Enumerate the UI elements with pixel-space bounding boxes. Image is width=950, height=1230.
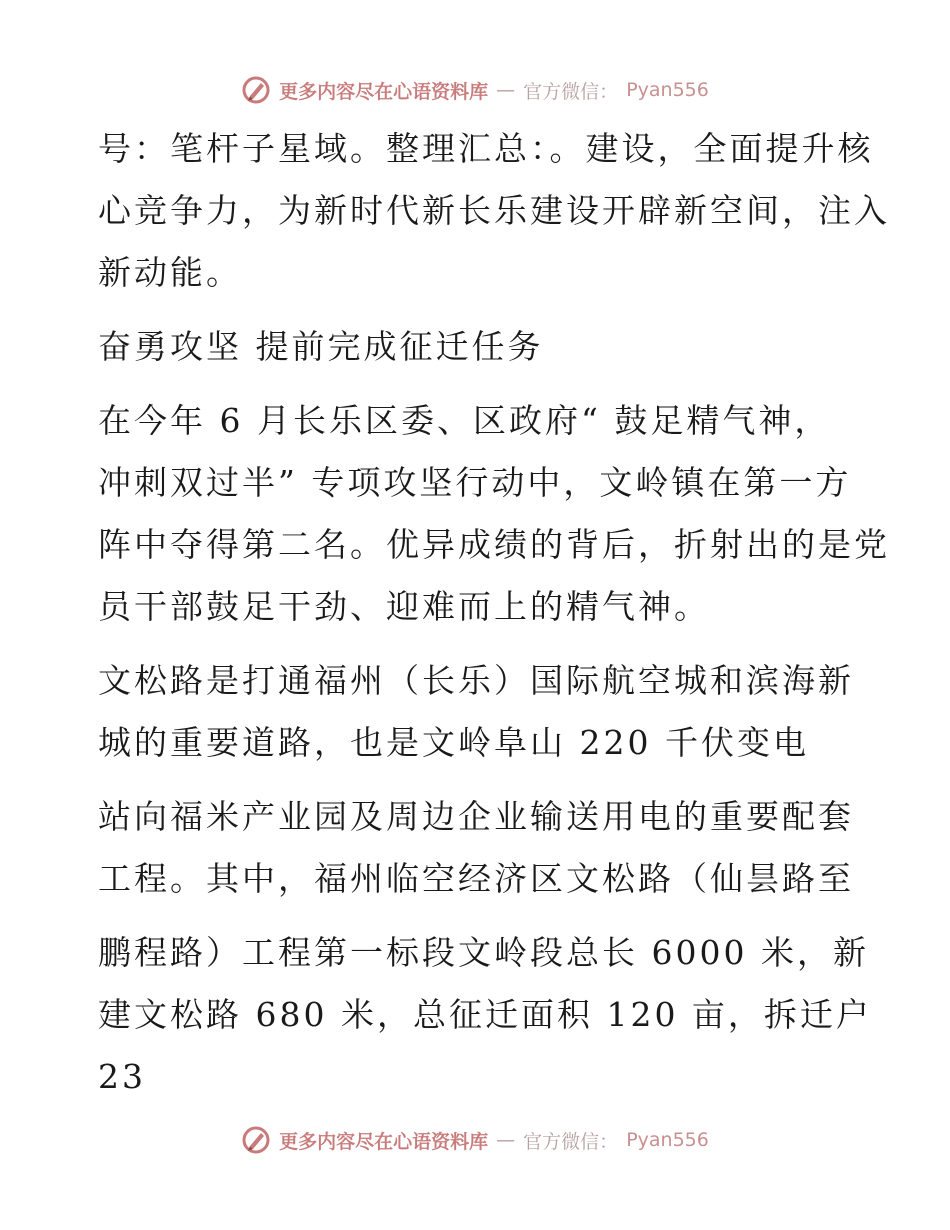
paragraph-5 (98, 786, 858, 910)
text-line: 城的重要道路，也是文岭阜山 220 千伏变电 (98, 723, 809, 762)
text-line: 号：笔杆子星域。整理汇总：。建设，全面提升核 (98, 129, 874, 168)
banner-wechat-id: Pyan556 (626, 1129, 709, 1151)
document-body (98, 118, 890, 1108)
paragraph-3 (98, 390, 890, 638)
text-line: 文松路是打通福州（长乐）国际航空城和滨海新 (98, 661, 854, 700)
pen-logo-icon (241, 75, 271, 105)
pen-logo-icon (241, 1125, 271, 1155)
banner-dash: — (496, 1129, 516, 1151)
footer-banner (0, 1120, 950, 1160)
text-line: 心竞争力，为新时代新长乐建设开辟新空间，注入 (98, 191, 890, 230)
text-line: 奋勇攻坚 提前完成征迁任务 (98, 327, 544, 366)
text-line: 冲刺双过半” 专项攻坚行动中，文岭镇在第一方 (98, 463, 852, 502)
paragraph-6 (98, 922, 872, 1108)
text-line: 新动能。 (98, 253, 242, 292)
text-line: 阵中夺得第二名。优异成绩的背后，折射出的是党 (98, 525, 890, 564)
text-line: 在今年 6 月长乐区委、区政府“ 鼓足精气神， (98, 401, 831, 440)
text-line: 站向福米产业园及周边企业输送用电的重要配套 (98, 797, 854, 836)
paragraph-4 (98, 650, 858, 774)
text-line: 工程。其中，福州临空经济区文松路（仙昙路至 (98, 859, 854, 898)
banner-wechat-label: 官方微信： (523, 1130, 619, 1153)
header-banner (0, 70, 950, 110)
text-line: 23 (98, 1057, 146, 1096)
paragraph-1 (98, 118, 890, 304)
banner-wechat-id: Pyan556 (626, 79, 709, 101)
banner-dash: — (496, 79, 516, 101)
banner-wechat-label: 官方微信： (523, 80, 619, 103)
banner-main-text: 更多内容尽在心语资料库 (279, 80, 489, 103)
banner-main-text: 更多内容尽在心语资料库 (279, 1130, 489, 1153)
text-line: 建文松路 680 米，总征迁面积 120 亩，拆迁户 (98, 995, 872, 1034)
text-line: 员干部鼓足干劲、迎难而上的精气神。 (98, 587, 710, 626)
paragraph-2-heading (98, 316, 858, 378)
text-line: 鹏程路）工程第一标段文岭段总长 6000 米，新 (98, 933, 869, 972)
